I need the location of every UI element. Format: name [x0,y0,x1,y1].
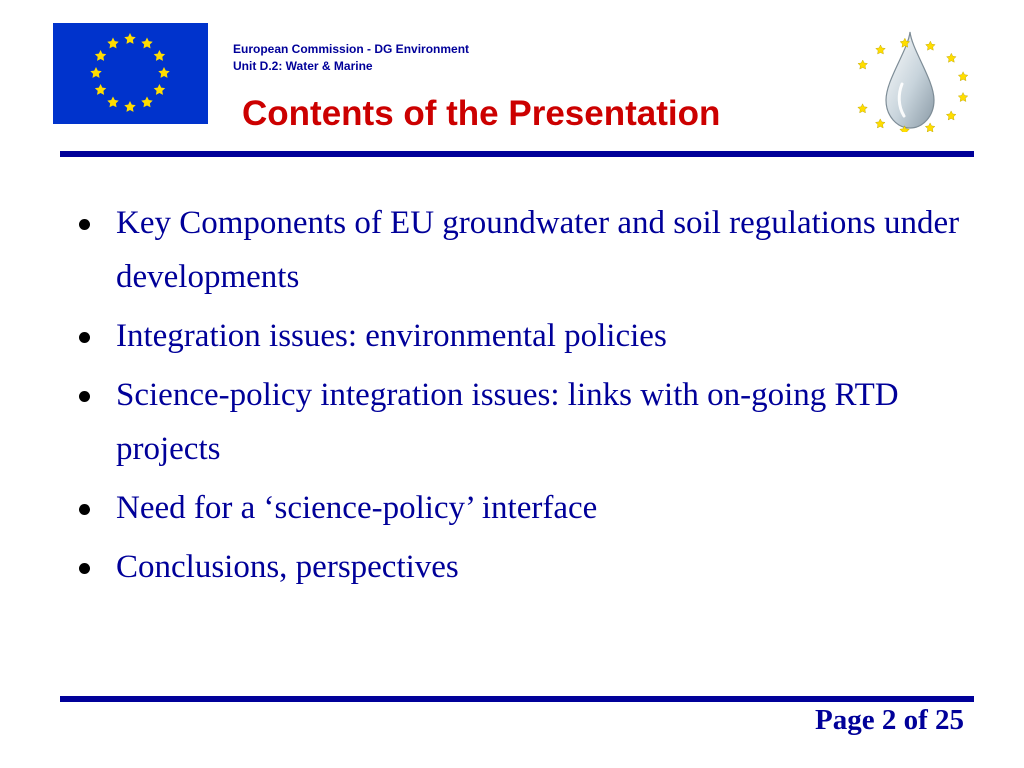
header-divider [60,151,974,157]
drop-star-icon [858,104,868,113]
flag-star-icon [154,50,165,61]
drop-star-icon [876,119,886,128]
bullet-text: Science-policy integration issues: links with on-going RTD projects [116,377,899,467]
flag-star-icon [95,84,106,95]
bullet-item [76,309,991,363]
bullet-dot-icon [79,563,90,574]
drop-star-icon [926,41,936,50]
bullet-item [76,481,991,535]
page-number: Page 2 of 25 [815,704,964,736]
bullet-dot-icon [79,504,90,515]
bullet-dot-icon [79,332,90,343]
bullet-item [76,540,991,594]
flag-star-icon [141,38,152,49]
organization-header [233,41,469,75]
flag-star-icon [158,67,169,78]
organization-unit: Unit D.2: Water & Marine [233,59,373,73]
flag-star-icon [95,50,106,61]
flag-star-icon [124,33,135,44]
drop-star-icon [958,72,968,81]
flag-star-icon [107,38,118,49]
drop-star-icon [958,93,968,102]
water-drop-stars-icon [850,28,970,132]
drop-star-icon [876,45,886,54]
bullet-text: Need for a ‘science-policy’ interface [116,490,598,526]
flag-star-icon [154,84,165,95]
bullet-item [76,196,991,304]
flag-star-icon [107,96,118,107]
drop-star-icon [946,111,956,120]
bullet-text: Conclusions, perspectives [116,549,459,585]
page-title: Contents of the Presentation [242,94,721,133]
drop-star-icon [858,60,868,69]
eu-flag-icon [53,23,208,124]
bullet-dot-icon [79,391,90,402]
flag-star-icon [141,96,152,107]
footer-divider [60,696,974,702]
drop-star-icon [925,123,935,132]
organization-name: European Commission - DG Environment [233,42,470,56]
flag-star-icon [90,67,101,78]
bullet-text: Key Components of EU groundwater and soil regulations under developments [116,205,960,295]
drop-star-icon [947,53,957,62]
bullet-list [76,196,991,599]
bullet-item [76,368,991,476]
bullet-text: Integration issues: environmental policies [116,318,667,354]
bullet-dot-icon [79,219,90,230]
flag-star-icon [124,101,135,112]
